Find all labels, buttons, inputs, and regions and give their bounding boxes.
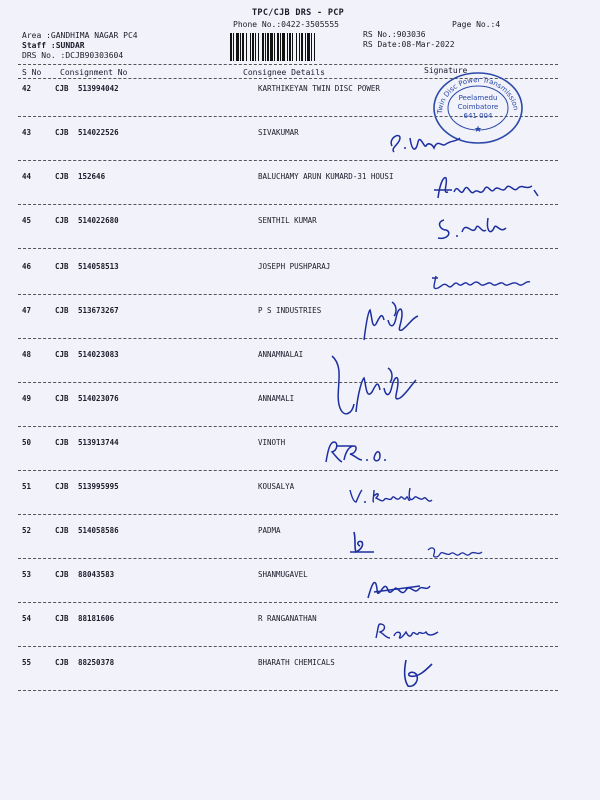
row-serial-number: 45 <box>22 216 32 225</box>
stamp-ring-text: Twin Disc Power Transmission <box>435 75 520 115</box>
row-consignment-number: 513913744 <box>78 438 119 447</box>
page-number: Page No.:4 <box>452 20 501 29</box>
row-consignment-number: 88250378 <box>78 658 115 667</box>
row-consignment-number: 514023076 <box>78 394 119 403</box>
drs-number: DRS No. :DCJB90303604 <box>22 51 124 60</box>
signature-padma <box>424 540 494 564</box>
row-serial-number: 49 <box>22 394 32 403</box>
signature-baluchamy <box>430 172 550 206</box>
row-branch-code: CJB <box>55 570 69 579</box>
row-consignee-name: BALUCHAMY ARUN KUMARD-31 HOUSI <box>258 172 394 181</box>
col-sno: S No <box>22 68 42 77</box>
col-consignee: Consignee Details <box>243 68 325 77</box>
signature-vinoth <box>322 436 392 468</box>
row-consignment-number: 88043583 <box>78 570 115 579</box>
document-title: TPC/CJB DRS - PCP <box>252 8 345 18</box>
row-branch-code: CJB <box>55 438 69 447</box>
row-serial-number: 48 <box>22 350 32 359</box>
row-consignment-number: 88181606 <box>78 614 115 623</box>
phone-number: Phone No.:0422-3505555 <box>233 20 339 29</box>
row-consignee-name: ANNAMNALAI <box>258 350 304 359</box>
row-divider <box>18 602 558 603</box>
row-consignment-number: 513673267 <box>78 306 119 315</box>
row-consignment-number: 514058586 <box>78 526 119 535</box>
row-branch-code: CJB <box>55 482 69 491</box>
col-signature: Signature <box>424 66 468 75</box>
row-consignment-number: 152646 <box>78 172 106 181</box>
rs-date: RS Date:08-Mar-2022 <box>363 40 455 49</box>
barcode-bar <box>315 33 317 61</box>
header-divider-top <box>18 64 558 65</box>
col-consignment: Consignment No <box>60 68 128 77</box>
stamp-line1: Peelamedu <box>458 94 498 102</box>
row-branch-code: CJB <box>55 350 69 359</box>
row-serial-number: 47 <box>22 306 32 315</box>
row-branch-code: CJB <box>55 306 69 315</box>
row-divider <box>18 248 558 249</box>
row-consignee-name: JOSEPH PUSHPARAJ <box>258 262 331 271</box>
row-serial-number: 42 <box>22 84 32 93</box>
row-branch-code: CJB <box>55 128 69 137</box>
signature-annamalai <box>316 352 426 422</box>
row-serial-number: 50 <box>22 438 32 447</box>
row-consignee-name: ANNAMALI <box>258 394 295 403</box>
signature-sivakumar <box>386 124 476 156</box>
row-serial-number: 51 <box>22 482 32 491</box>
signature-bharath <box>396 656 466 692</box>
row-consignee-name: VINOTH <box>258 438 286 447</box>
row-consignee-name: KARTHIKEYAN TWIN DISC POWER <box>258 84 380 93</box>
row-divider <box>18 382 558 383</box>
rs-number: RS No.:903036 <box>363 30 426 39</box>
signature-padma-mark <box>346 528 386 558</box>
stamp-line3: 641 004 <box>463 112 493 120</box>
row-consignment-number: 514058513 <box>78 262 119 271</box>
row-branch-code: CJB <box>55 394 69 403</box>
row-divider <box>18 160 558 161</box>
row-serial-number: 46 <box>22 262 32 271</box>
stamp-line2: Coimbatore <box>457 103 499 111</box>
row-consignment-number: 514022680 <box>78 216 119 225</box>
star-icon: ★ <box>473 125 483 135</box>
row-consignment-number: 513994042 <box>78 84 119 93</box>
row-consignment-number: 513995995 <box>78 482 119 491</box>
row-divider <box>18 690 558 691</box>
row-divider <box>18 514 558 515</box>
row-serial-number: 53 <box>22 570 32 579</box>
row-branch-code: CJB <box>55 614 69 623</box>
row-consignee-name: BHARATH CHEMICALS <box>258 658 335 667</box>
row-consignee-name: SENTHIL KUMAR <box>258 216 317 225</box>
row-consignee-name: PADMA <box>258 526 281 535</box>
row-branch-code: CJB <box>55 84 69 93</box>
row-serial-number: 54 <box>22 614 32 623</box>
row-branch-code: CJB <box>55 216 69 225</box>
signature-shanmugavel <box>364 574 444 604</box>
signature-kousalya <box>346 484 446 508</box>
barcode <box>230 33 358 61</box>
row-consignee-name: KOUSALYA <box>258 482 295 491</box>
staff-label: Staff :SUNDAR <box>22 41 85 50</box>
signature-ranganathan <box>372 620 452 642</box>
row-divider <box>18 338 558 339</box>
row-serial-number: 43 <box>22 128 32 137</box>
row-consignee-name: R RANGANATHAN <box>258 614 317 623</box>
row-consignee-name: SHANMUGAVEL <box>258 570 308 579</box>
row-branch-code: CJB <box>55 526 69 535</box>
row-divider <box>18 646 558 647</box>
row-consignee-name: SIVAKUMAR <box>258 128 299 137</box>
signature-ps-industries <box>358 300 438 346</box>
row-consignment-number: 514023083 <box>78 350 119 359</box>
row-divider <box>18 470 558 471</box>
row-serial-number: 44 <box>22 172 32 181</box>
row-divider <box>18 426 558 427</box>
signature-senthil <box>432 210 522 242</box>
row-serial-number: 52 <box>22 526 32 535</box>
row-branch-code: CJB <box>55 172 69 181</box>
row-branch-code: CJB <box>55 262 69 271</box>
signature-joseph <box>428 268 538 296</box>
row-consignment-number: 514022526 <box>78 128 119 137</box>
row-consignee-name: P S INDUSTRIES <box>258 306 322 315</box>
row-serial-number: 55 <box>22 658 32 667</box>
row-branch-code: CJB <box>55 658 69 667</box>
area-label: Area :GANDHIMA NAGAR PC4 <box>22 31 138 40</box>
